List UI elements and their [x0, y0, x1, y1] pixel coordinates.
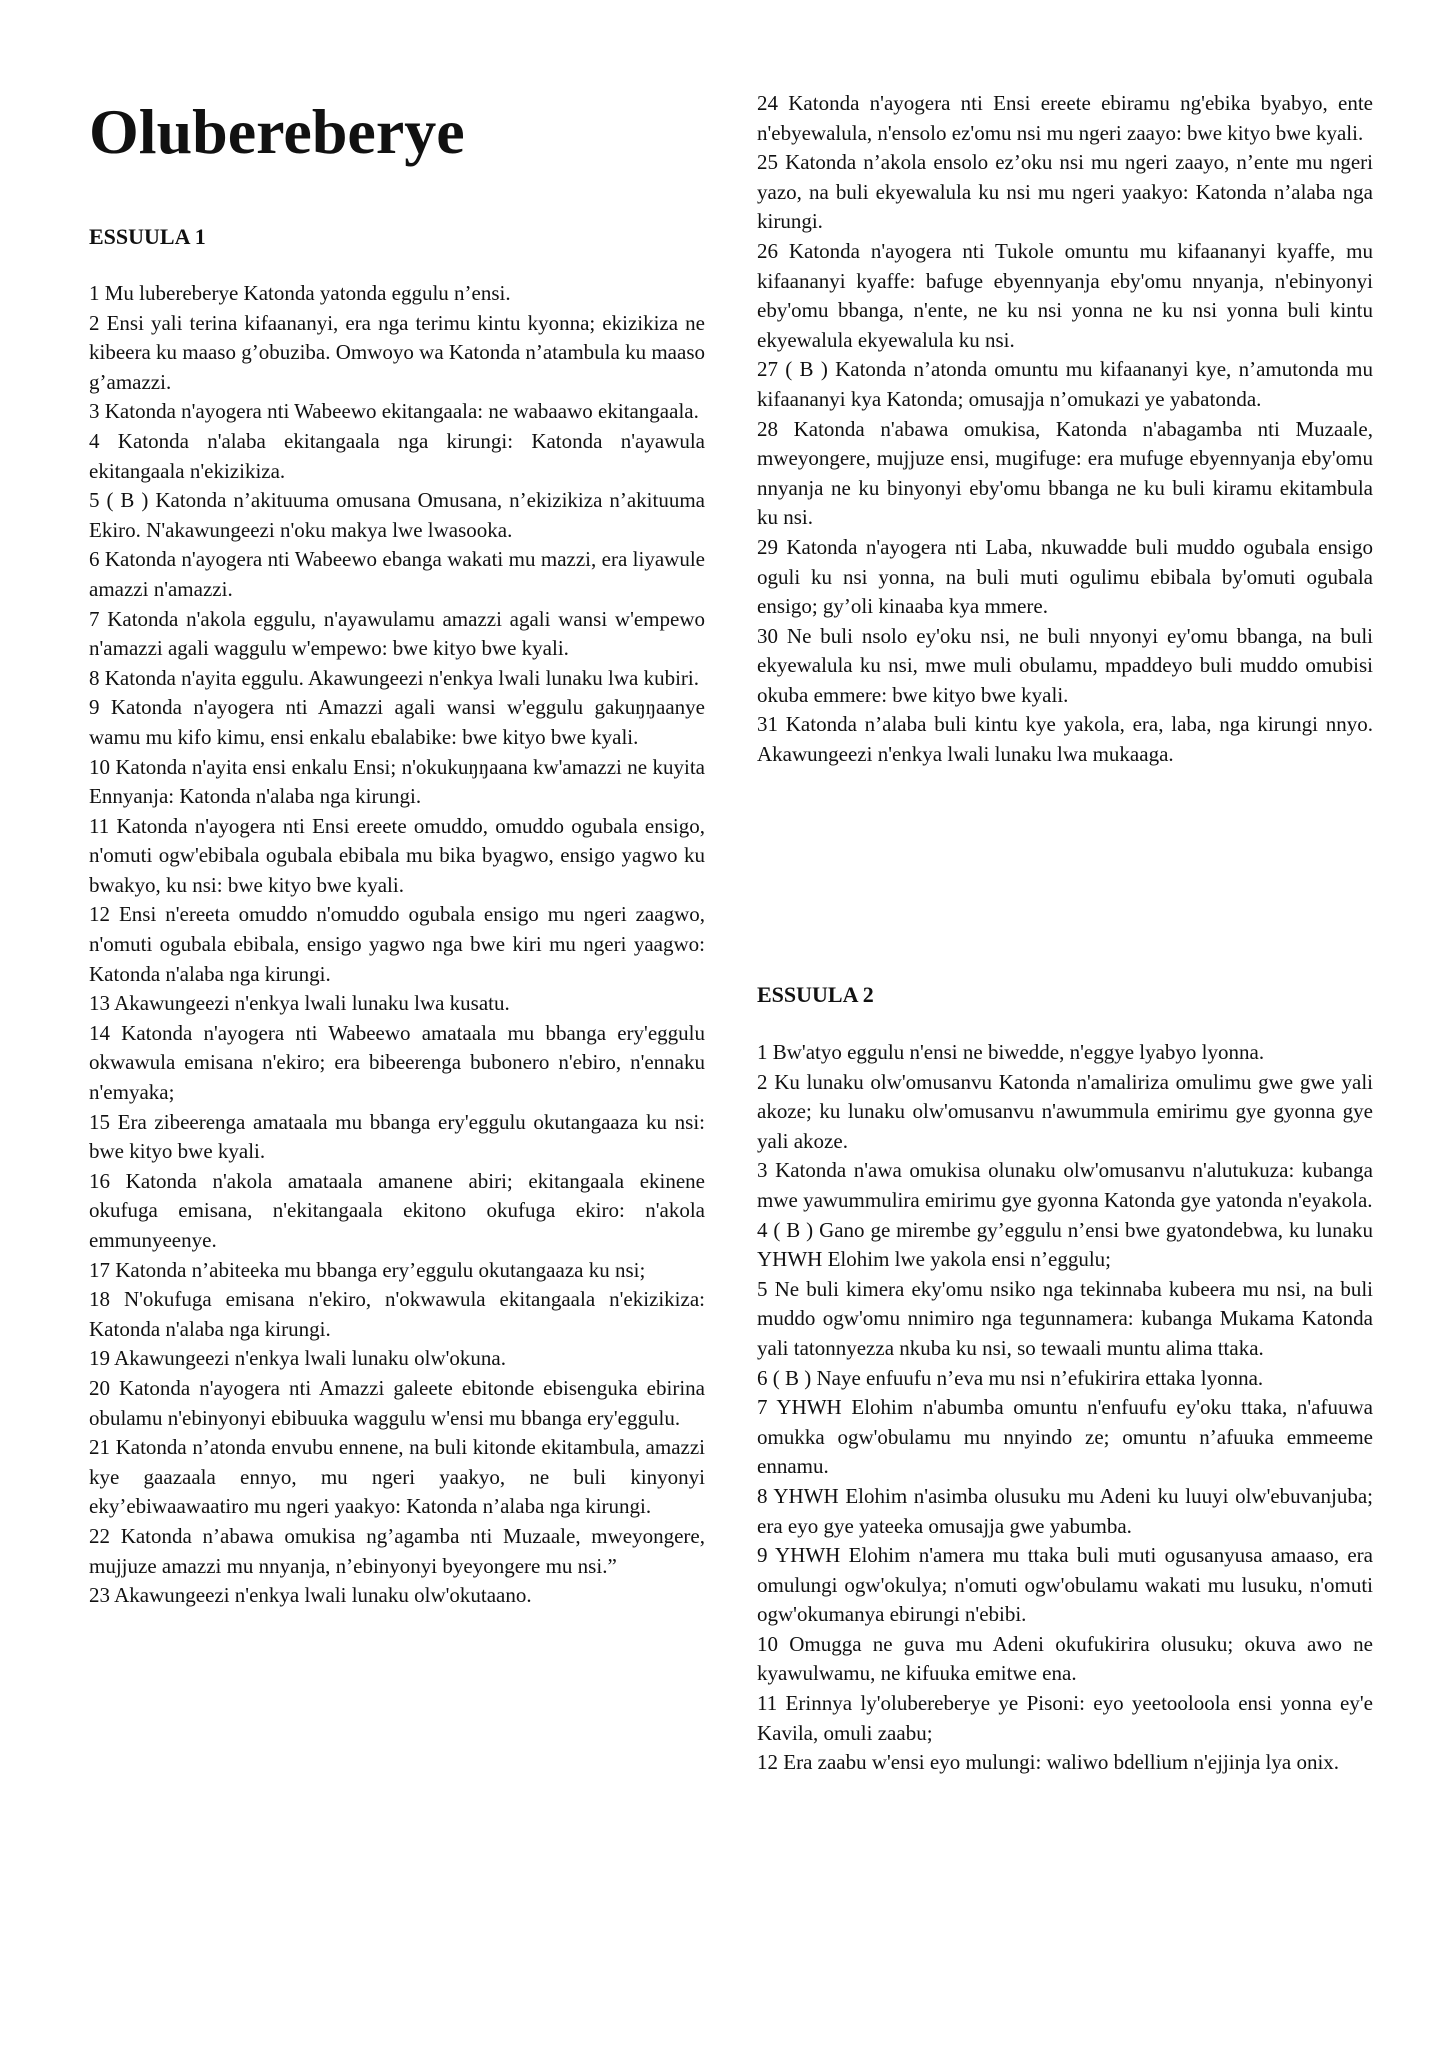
verse: 11 Katonda n'ayogera nti Ensi ereete omuddo, omuddo ogubala ensigo, n'omuti ogw'ebibala ogubala ebibala mu bika byagwo, ensigo yagwo ku bwakyo, ku nsi: bwe kityo bwe kyali.: [89, 813, 705, 897]
verse: 14 Katonda n'ayogera nti Wabeewo amataala mu bbanga ery'eggulu okwawula emisana n'ekiro; era bibeerenga bubonero n'ebiro, n'ennaku n'emyaka;: [89, 1020, 705, 1105]
verse: 4 Katonda n'alaba ekitangaala nga kirungi: Katonda n'ayawula ekitangaala n'ekizikiza.: [89, 428, 705, 483]
verse: 3 Katonda n'awa omukisa olunaku olw'omusanvu n'alutukuza: kubanga mwe yawummulira emirimu gye gyonna Katonda gye yatonda n'eyakola.: [757, 1158, 1373, 1212]
verse: 21 Katonda n’atonda envubu ennene, na buli kitonde ekitambula, amazzi kye gaazaala ennyo, mu ngeri yaakyo, ne buli kinyonyi eky’ebiwaawaatiro mu ngeri yaakyo: Katonda n’alaba nga kirungi.: [89, 1435, 705, 1519]
verse: 7 Katonda n'akola eggulu, n'ayawulamu amazzi agali wansi w'empewo n'amazzi agali waggulu w'empewo: bwe kityo bwe kyali.: [89, 606, 705, 661]
verse: 2 Ku lunaku olw'omusanvu Katonda n'amaliriza omulimu gwe gwe yali akoze; ku lunaku olw'omusanvu n'awummula emirimu gye gyonna gye yali akoze.: [757, 1069, 1373, 1153]
verse: 5 Ne buli kimera eky'omu nsiko nga tekinnaba kubeera mu nsi, na buli muddo ogw'omu nnimiro nga tegunnamera: kubanga Mukama Katonda yali tatonnyezza nkuba ku nsi, so tewaali muntu alima ttaka.: [757, 1276, 1373, 1360]
verse: 1 Mu lubereberye Katonda yatonda eggulu n’ensi.: [89, 281, 511, 305]
verse: 31 Katonda n’alaba buli kintu kye yakola, era, laba, nga kirungi nnyo. Akawungeezi n'enkya lwali lunaku lwa mukaaga.: [757, 712, 1373, 767]
verse: 23 Akawungeezi n'enkya lwali lunaku olw'okutaano.: [89, 1583, 532, 1608]
verse: 3 Katonda n'ayogera nti Wabeewo ekitangaala: ne wabaawo ekitangaala.: [89, 399, 699, 424]
verse: 10 Katonda n'ayita ensi enkalu Ensi; n'okukuŋŋaana kw'amazzi ne kuyita Ennyanja: Katonda n'alaba nga kirungi.: [89, 754, 705, 809]
chapter-2-heading: ESSUULA 2: [757, 982, 874, 1007]
verse: 13 Akawungeezi n'enkya lwali lunaku lwa kusatu.: [89, 991, 510, 1016]
chapter-2-verses: [757, 1038, 1373, 1778]
verse: 24 Katonda n'ayogera nti Ensi ereete ebiramu ng'ebika byabyo, ente n'ebyewalula, n'ensolo ez'omu nsi mu ngeri zaayo: bwe kityo bwe kyali.: [757, 91, 1373, 145]
verse: 26 Katonda n'ayogera nti Tukole omuntu mu kifaananyi kyaffe, mu kifaananyi kyaffe: bafuge ebyennyanja eby'omu nnyanja, n'ebinyonyi eby'omu bbanga, n'ente, ne ku nsi yonna ne ku nsi yonna buli kintu ekyewalula ekyewalula ku nsi.: [757, 238, 1373, 352]
verse: 5 ( B ) Katonda n’akituuma omusana Omusana, n’ekizikiza n’akituuma Ekiro. N'akawungeezi n'oku makya lwe lwasooka.: [89, 488, 705, 542]
verse: 29 Katonda n'ayogera nti Laba, nkuwadde buli muddo ogubala ensigo oguli ku nsi yonna, na buli muti ogulimu ebibala by'omuti ogubala ensigo; gy’oli kinaaba kya mmere.: [757, 534, 1373, 619]
verse: 6 ( B ) Naye enfuufu n’eva mu nsi n’efukirira ettaka lyonna.: [757, 1365, 1264, 1390]
verse: 28 Katonda n'abawa omukisa, Katonda n'abagamba nti Muzaale, mweyongere, mujjuze ensi, mugifuge: era mufuge ebyennyanja eby'omu nnyanja ne ku binyonyi eby'omu bbanga ne ku buli kiramu ekitambula ku nsi.: [757, 416, 1373, 530]
chapter-1-heading: ESSUULA 1: [89, 224, 206, 249]
page-title: Olubereberye: [89, 96, 465, 167]
verse: 30 Ne buli nsolo ey'oku nsi, ne buli nnyonyi ey'omu bbanga, na buli ekyewalula ku nsi, mwe muli obulamu, mpaddeyo buli muddo omubisi okuba emmere: bwe kityo bwe kyali.: [757, 623, 1373, 707]
chapter-1-verses-right: [757, 89, 1373, 770]
verse: 12 Era zaabu w'ensi eyo mulungi: waliwo bdellium n'ejjinja lya onix.: [757, 1750, 1340, 1775]
verse: 9 Katonda n'ayogera nti Amazzi agali wansi w'eggulu gakuŋŋaanye wamu mu kifo kimu, ensi enkalu ebalabike: bwe kityo bwe kyali.: [89, 695, 705, 749]
verse: 4 ( B ) Gano ge mirembe gy’eggulu n’ensi bwe gyatondebwa, ku lunaku YHWH Elohim lwe yakola ensi n’eggulu;: [757, 1217, 1373, 1272]
verse: 1 Bw'atyo eggulu n'ensi ne biwedde, n'eggye lyabyo lyonna.: [757, 1040, 1265, 1064]
verse: 18 N'okufuga emisana n'ekiro, n'okwawula ekitangaala n'ekizikiza: Katonda n'alaba nga kirungi.: [89, 1287, 705, 1341]
verse: 27 ( B ) Katonda n’atonda omuntu mu kifaananyi kye, n’amutonda mu kifaananyi kya Katonda; omusajja n’omukazi ye yabatonda.: [757, 357, 1373, 411]
verse: 12 Ensi n'ereeta omuddo n'omuddo ogubala ensigo mu ngeri zaagwo, n'omuti ogubala ebibala, ensigo yagwo nga bwe kiri mu ngeri yaagwo: Katonda n'alaba nga kirungi.: [89, 902, 705, 986]
verse: 11 Erinnya ly'olubereberye ye Pisoni: eyo yeetooloola ensi yonna ey'e Kavila, omuli zaabu;: [757, 1691, 1373, 1745]
verse: 10 Omugga ne guva mu Adeni okufukirira olusuku; okuva awo ne kyawulwamu, ne kifuuka emitwe ena.: [757, 1631, 1373, 1686]
verse: 9 YHWH Elohim n'amera mu ttaka buli muti ogusanyusa amaaso, era omulungi ogw'okulya; n'omuti ogw'obulamu wakati mu lusuku, n'omuti ogw'okumanya ebirungi n'ebibi.: [757, 1543, 1373, 1627]
verse: 22 Katonda n’abawa omukisa ng’agamba nti Muzaale, mweyongere, mujjuze amazzi mu nnyanja, n’ebinyonyi byeyongere mu nsi.”: [89, 1523, 705, 1578]
verse: 25 Katonda n’akola ensolo ez’oku nsi mu ngeri zaayo, n’ente mu ngeri yazo, na buli ekyewalula ku nsi mu ngeri yaakyo: Katonda n’alaba nga kirungi.: [757, 150, 1373, 234]
verse: 6 Katonda n'ayogera nti Wabeewo ebanga wakati mu mazzi, era liyawule amazzi n'amazzi.: [89, 547, 705, 601]
verse: 19 Akawungeezi n'enkya lwali lunaku olw'okuna.: [89, 1346, 506, 1371]
chapter-1-verses-left: [89, 279, 705, 1611]
verse: 16 Katonda n'akola amataala amanene abiri; ekitangaala ekinene okufuga emisana, n'ekitangaala ekitono okufuga ekiro: n'akola emmunyeenye.: [89, 1168, 705, 1252]
verse: 7 YHWH Elohim n'abumba omuntu n'enfuufu ey'oku ttaka, n'afuuwa omukka ogw'obulamu mu nnyindo ze; omuntu n’afuuka emmeeme ennamu.: [757, 1395, 1373, 1479]
verse: 2 Ensi yali terina kifaananyi, era nga terimu kintu kyonna; ekizikiza ne kibeera ku maaso g’obuziba. Omwoyo wa Katonda n’atambula ku maaso g’amazzi.: [89, 310, 705, 394]
verse: 8 Katonda n'ayita eggulu. Akawungeezi n'enkya lwali lunaku lwa kubiri.: [89, 665, 699, 690]
verse: 17 Katonda n’abiteeka mu bbanga ery’eggulu okutangaaza ku nsi;: [89, 1257, 646, 1282]
verse: 15 Era zibeerenga amataala mu bbanga ery'eggulu okutangaaza ku nsi: bwe kityo bwe kyali.: [89, 1109, 705, 1164]
verse: 20 Katonda n'ayogera nti Amazzi galeete ebitonde ebisenguka ebirina obulamu n'ebinyonyi ebibuuka waggulu w'ensi mu bbanga ery'eggulu.: [89, 1375, 705, 1430]
verse: 8 YHWH Elohim n'asimba olusuku mu Adeni ku luuyi olw'ebuvanjuba; era eyo gye yateeka omusajja gwe yabumba.: [757, 1483, 1373, 1538]
